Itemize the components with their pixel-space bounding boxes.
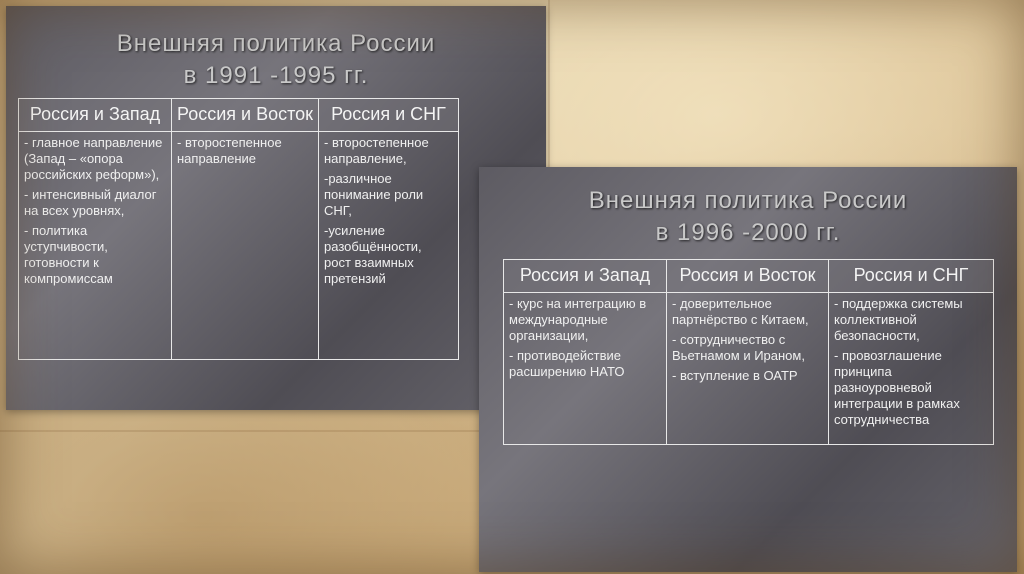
table-header-row [504, 260, 994, 293]
header-west: Россия и Запад [504, 260, 667, 293]
list-item: - политика уступчивости, готовности к компромиссам [24, 223, 113, 286]
slide-title-line1: Внешняя политика России [588, 187, 908, 214]
list-item: -различное понимание роли СНГ, [324, 171, 424, 218]
header-west: Россия и Запад [19, 99, 172, 132]
slide-title-line1: Внешняя политика России [116, 30, 436, 57]
list-item: - вступление в ОАТР [672, 368, 798, 383]
policy-table [18, 98, 459, 360]
list-item: - главное направление (Запад – «опора российских реформ»), [24, 135, 163, 182]
list-item: -усиление разобщённости, рост взаимных претензий [324, 223, 422, 286]
table-row [19, 132, 459, 360]
cell-east [172, 132, 319, 360]
slide-title-line2: в 1996 -2000 гг. [655, 219, 841, 246]
list-item: - противодействие расширению НАТО [509, 348, 625, 379]
slide-panel-1991-1995 [6, 6, 546, 410]
cell-west [19, 132, 172, 360]
list-item: - второстепенное направление [177, 135, 282, 166]
policy-table [503, 259, 994, 445]
list-item: - второстепенное направление, [324, 135, 429, 166]
table-row [504, 293, 994, 445]
list-item: - курс на интеграцию в международные организации, [509, 296, 647, 343]
slide-title-line2: в 1991 -1995 гг. [183, 62, 369, 89]
cell-cis [829, 293, 994, 445]
cell-west [504, 293, 667, 445]
list-item: - интенсивный диалог на всех уровнях, [24, 187, 157, 218]
slide-title [479, 185, 1017, 249]
table-header-row [19, 99, 459, 132]
header-cis: Россия и СНГ [829, 260, 994, 293]
parchment-crease [548, 0, 550, 170]
header-east: Россия и Восток [172, 99, 319, 132]
list-item: - провозглашение принципа разноуровневой интеграции в рамках сотрудничества [834, 348, 960, 427]
parchment-crease [0, 430, 480, 432]
list-item: - сотрудничество с Вьетнамом и Ираном, [672, 332, 805, 363]
list-item: - поддержка системы коллективной безопасности, [834, 296, 963, 343]
slide-title [6, 28, 546, 92]
header-cis: Россия и СНГ [319, 99, 459, 132]
header-east: Россия и Восток [667, 260, 829, 293]
list-item: - доверительное партнёрство с Китаем, [672, 296, 809, 327]
cell-east [667, 293, 829, 445]
cell-cis [319, 132, 459, 360]
slide-panel-1996-2000 [479, 167, 1017, 572]
